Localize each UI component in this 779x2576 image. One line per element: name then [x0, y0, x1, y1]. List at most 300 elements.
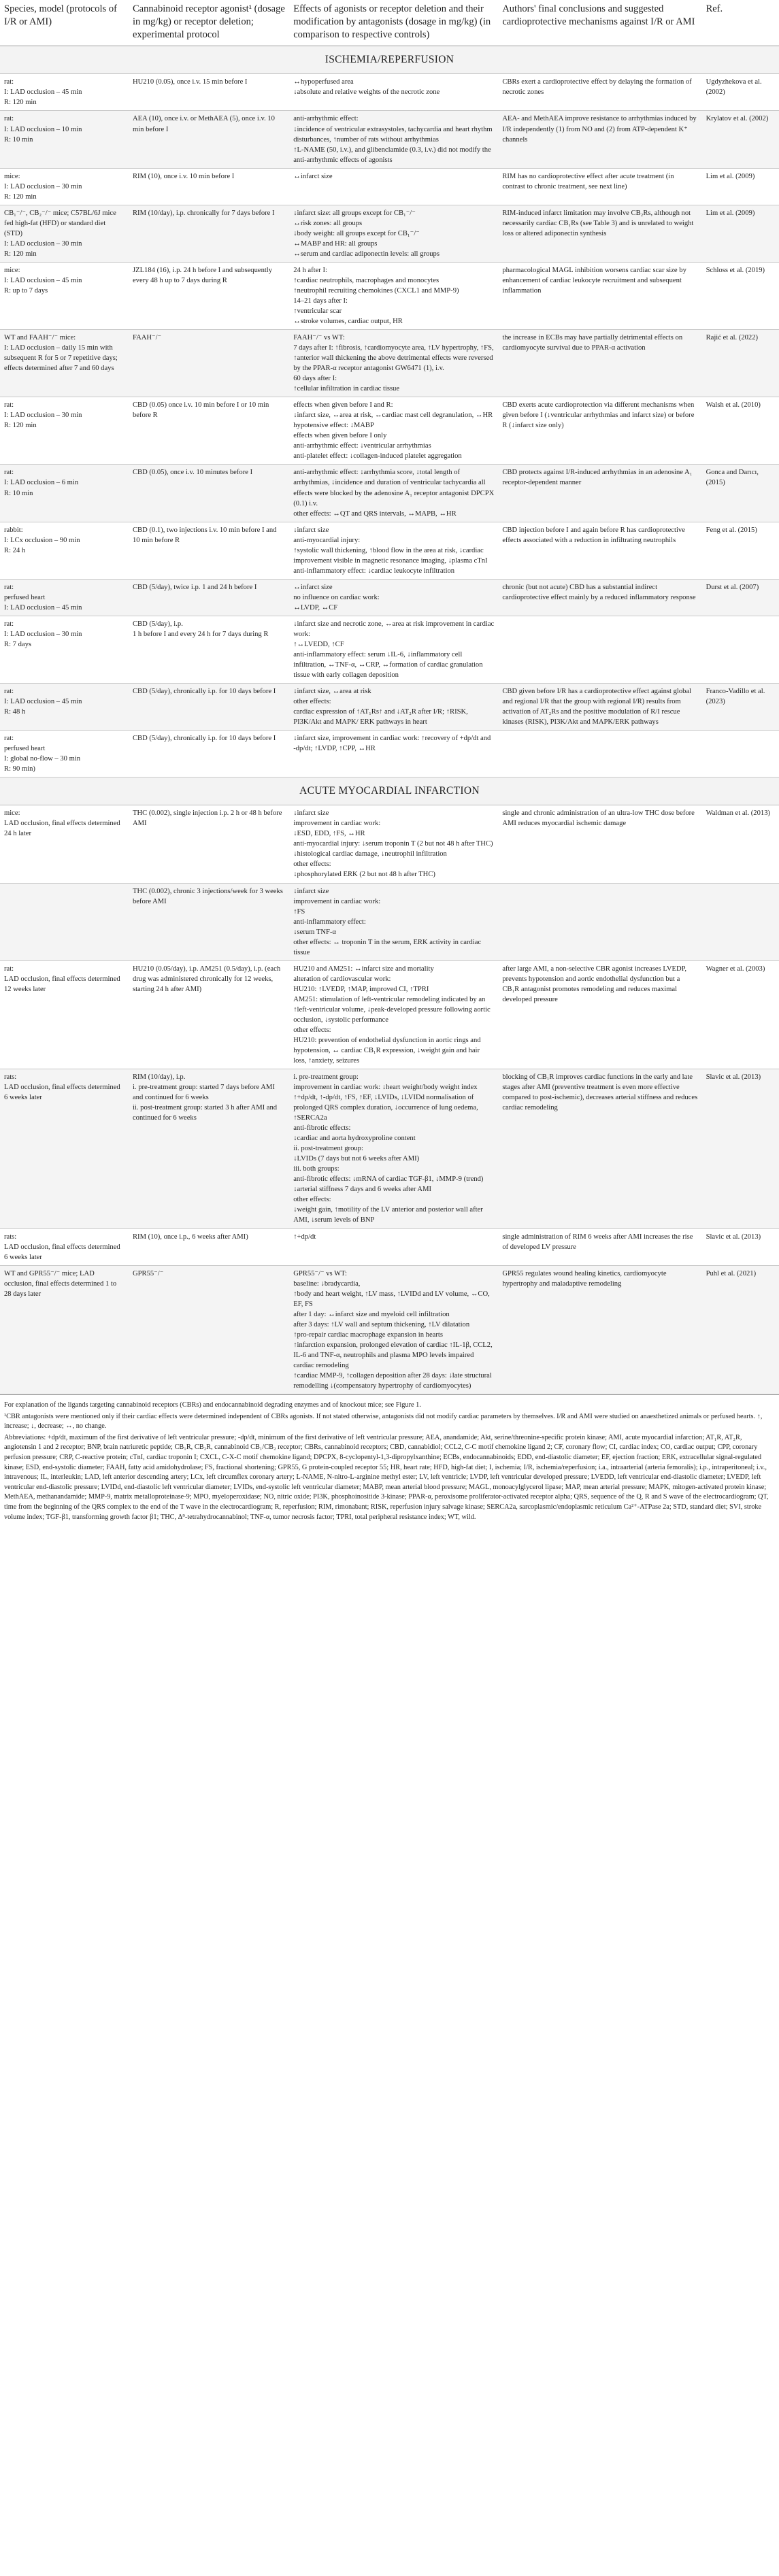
species-model-cell [0, 330, 129, 397]
agonist-cell [129, 1265, 289, 1394]
species-model-cell [0, 1228, 129, 1265]
cell-line: ↓infarct size, ↔area at risk [293, 688, 371, 696]
cell-line: LAD occlusion, final effects determined 12 weeks later [4, 975, 120, 993]
cell-line: ↔hypoperfused area [293, 78, 354, 86]
section-header-row [0, 46, 779, 74]
agonist-cell [129, 111, 289, 168]
cell-line: Schloss et al. (2019) [706, 266, 765, 274]
cell-line: LAD occlusion, final effects determined 6 weeks later [4, 1084, 120, 1102]
agonist-cell [129, 262, 289, 329]
cell-line: ↓infarct size [293, 526, 329, 534]
cell-line: mice: [4, 266, 20, 274]
reference-cell [702, 74, 779, 111]
cell-line: HU210 and AM251: ↔infarct size and mortality [293, 965, 434, 973]
effects-cell [289, 883, 498, 960]
cell-line: I: LAD occlusion – 45 min [4, 603, 82, 612]
cell-line: 14–21 days after I: [293, 297, 348, 305]
cell-line: ↑ventricular scar [293, 307, 342, 315]
reference-cell [702, 684, 779, 731]
cell-line: CB₁⁻/⁻, CB₂⁻/⁻ mice; C57BL/6J mice fed high-fat (HFD) or standard diet (STD) [4, 209, 116, 237]
section-header-row [0, 777, 779, 805]
footnote: Abbreviations: +dp/dt, maximum of the first derivative of left ventricular pressure; -dp/dt, minimum of the first derivative of left ventricular pressure; AEA, anandamide; Akt, serine/threonine-specific protein kinase; AMI, acute myocardial infarction; AT₁R, AT₂R, angiotensin 1 and 2 receptor; BNP, brain natriuretic peptide; CB₁R, CB₂R, cannabinoid CB₁/CB₂ receptor; CBRs, cannabinoid receptors; CBD, cannabidiol; CCL2, C-C motif chemokine ligand 2; CF, coronary flow; CI, cardiac index; CO, cardiac output; CPP, coronary perfusion pressure; CRP, C-reactive protein; cTnI, cardiac troponin I; CXCL, C-X-C motif chemokine ligand; DPCPX, 8-cyclopentyl-1,3-dipropylxanthine; ECBs, endocannabinoids; EDD, end-diastolic diameter; EF, ejection fraction; ERK, extracellular signal-regulated kinase; ESD, end-systolic diameter; FAAH, fatty acid amidohydrolase; FS, fractional shortening; GPR55, G protein-coupled receptor 55; HR, heart rate; HFD, high-fat diet; I, ischemia; I/R, ischemia/reperfusion; i.a., intraarterial (arteria femoralis); i.p., intraperitoneal; i.v., intravenous; IL, interleukin; LAD, left anterior descending artery; LCx, left circumflex coronary artery; L-NAME, N-nitro-L-arginine methyl ester; LV, left ventricle; LVDP, left ventricular developed pressure; LVEDD, left ventricular end-diastolic diameter; LVEDP, left ventricular end-diastolic pressure; LVIDd, end-diastolic left ventricular diameter; LVIDs, end-systolic left ventricular diameter; MABP, mean arterial blood pressure; MAGL, monoacylglycerol lipase; MAP, mean arterial pressure; MAPK, mitogen-activated protein kinase; MethAEA, methanandamide; MMP-9, matrix metalloproteinase-9; MPO, myeloperoxidase; NO, nitric oxide; PI3K, phosphoinositide 3-kinase; PPAR-α, peroxisome proliferator-activated receptor alpha; QRS, sequence of the Q, R and S wave of the electrocardiogram; QT, time from the beginning of the QRS complex to the end of the T wave in the electrocardiogram; R, reperfusion; RIM, rimonabant; RISK, reperfusion injury salvage kinase; SERCA2a, sarcoplasmic/endoplasmic reticulum Ca²⁺-ATPase 2a; STD, standard diet; SVI, stroke volume index; TGF-β1, transforming growth factor β1; THC, Δ⁹-tetrahydrocannabinol; TNF-α, tumor necrosis factor; TPRI, total peripheral resistance index; WT, wild. [4, 1433, 769, 1521]
cell-line: mice: [4, 172, 20, 180]
cell-line: ↓phosphorylated ERK (2 but not 48 h after THC) [293, 871, 435, 879]
cell-line: HU210: prevention of endothelial dysfunction in aortic rings and hypotension, ↔ cardiac CB₁R expression, ↓weight gain and hair loss, ↑anxiety, seizures [293, 1036, 481, 1065]
cell-line: ↔stroke volumes, cardiac output, HR [293, 318, 403, 326]
cell-line: after 1 day: ↔infarct size and myeloid cell infiltration [293, 1310, 450, 1318]
cell-line: anti-fibrotic effects: [293, 1124, 351, 1133]
cell-line: ↓ESD, EDD, ↑FS, ↔HR [293, 830, 365, 838]
cell-line: ii. post-treatment group: started 3 h after AMI and continued for 6 weeks [132, 1104, 278, 1122]
cell-line: RIM has no cardioprotective effect after acute treatment (in contrast to chronic treatment, see next line) [502, 172, 674, 190]
cell-line: rats: [4, 1073, 17, 1082]
cell-line: Slavic et al. (2013) [706, 1233, 761, 1241]
cell-line: rat: [4, 115, 14, 123]
effects-cell [289, 465, 498, 522]
species-model-cell [0, 397, 129, 465]
cell-line: R: 90 min) [4, 765, 35, 773]
cell-line: ↓absolute and relative weights of the necrotic zone [293, 88, 440, 97]
cell-line: ↓serum TNF-α [293, 928, 336, 936]
cell-line: ↓infarct size [293, 809, 329, 818]
cell-line: I: LAD occlusion – 45 min [4, 698, 82, 706]
header-ref: Ref. [702, 0, 779, 46]
agonist-cell [129, 397, 289, 465]
reference-cell [702, 1069, 779, 1228]
conclusion-cell [498, 1265, 701, 1394]
species-model-cell [0, 205, 129, 262]
cell-line: ↓infarct size, improvement in cardiac work: ↑recovery of +dp/dt and -dp/dt; ↑LVDP, ↑CPP, ↔HR [293, 735, 491, 753]
cell-line: I: global no-flow – 30 min [4, 755, 81, 763]
reference-cell [702, 883, 779, 960]
cell-line: ↓incidence of ventricular extrasystoles, tachycardia and heart rhythm disturbances, ↑number of rats without arrhythmias [293, 125, 493, 144]
reference-cell [702, 805, 779, 883]
cell-line: effects when given before I and R: [293, 401, 393, 409]
cell-line: AEA- and MethAEA improve resistance to arrhythmias induced by I/R independently (1) from NO and (2) from ATP-dependent K⁺ channels [502, 115, 697, 144]
cell-line: AEA (10), once i.v. or MethAEA (5), once i.v. 10 min before I [132, 115, 275, 133]
cell-line: Waldman et al. (2013) [706, 809, 771, 818]
cell-line: iii. both groups: [293, 1165, 339, 1173]
cell-line: CBD exerts acute cardioprotection via different mechanisms when given before I (↓ventricular arrhythmias and infarct size) or before R (↓infarct size only) [502, 401, 695, 430]
header-agonist: Cannabinoid receptor agonist¹ (dosage in mg/kg) or receptor deletion; experimental protocol [129, 0, 289, 46]
cell-line: ↔LVDP, ↔CF [293, 603, 338, 612]
conclusion-cell [498, 111, 701, 168]
cell-line: RIM (10), once i.p., 6 weeks after AMI) [132, 1233, 248, 1241]
cell-line: rat: [4, 735, 14, 743]
table-row [0, 74, 779, 111]
table-footnotes [0, 1394, 779, 1535]
species-model-cell [0, 883, 129, 960]
cell-line: baseline: ↓bradycardia, [293, 1279, 361, 1288]
cell-line: after large AMI, a non-selective CBR agonist increases LVEDP, prevents hypotension and aortic endothelial dysfunction but a CB₁R antagonist promotes remodeling and reduces maximal developed pressure [502, 965, 686, 1003]
species-model-cell [0, 111, 129, 168]
table-row [0, 960, 779, 1069]
cell-line: WT and FAAH⁻/⁻ mice: [4, 334, 76, 342]
agonist-cell [129, 1069, 289, 1228]
conclusion-cell [498, 805, 701, 883]
cell-line: ↑L-NAME (50, i.v.), and glibenclamide (0.3, i.v.) did not modify the anti-arrhythmic effects of agonists [293, 146, 491, 164]
agonist-cell [129, 960, 289, 1069]
cell-line: Franco-Vadillo et al. (2023) [706, 688, 765, 706]
cell-line: ↑infarction expansion, prolonged elevation of cardiac ↑IL-1β, CCL2, IL-6 and TNF-α, neutrophils and plasma MPO levels impaired cardiac remodeling [293, 1341, 493, 1369]
table-row [0, 616, 779, 683]
effects-cell [289, 616, 498, 683]
cell-line: THC (0.002), single injection i.p. 2 h or 48 h before AMI [132, 809, 282, 828]
cell-line: anti-myocardial injury: ↓serum troponin T (2 but not 48 h after THC) ↓histological cardiac damage, ↓neutrophil infiltration [293, 840, 493, 858]
table-row [0, 805, 779, 883]
cell-line: ↓arterial stiffness 7 days and 6 weeks after AMI [293, 1186, 432, 1194]
cell-line: R: 120 min [4, 193, 37, 201]
cell-line: ↑+dp/dt [293, 1233, 316, 1241]
cell-line: I: LAD occlusion – 10 min [4, 125, 82, 133]
effects-cell [289, 579, 498, 616]
header-effects: Effects of agonists or receptor deletion and their modification by antagonists (dosage in mg/kg) (in comparison to respective controls) [289, 0, 498, 46]
conclusion-cell [498, 74, 701, 111]
table-row [0, 330, 779, 397]
cell-line: other effects: ↔ troponin T in the serum, ERK activity in cardiac tissue [293, 938, 482, 956]
cell-line: RIM (10), once i.v. 10 min before I [132, 172, 235, 180]
cell-line: HU210 (0.05), once i.v. 15 min before I [132, 78, 248, 86]
cell-line: CBD injection before I and again before R has cardioprotective effects associated with a reduction in infiltrating neutrophils [502, 526, 685, 544]
cell-line: other effects: [293, 698, 331, 706]
cell-line: R: 10 min [4, 135, 33, 144]
conclusion-cell [498, 262, 701, 329]
effects-cell [289, 330, 498, 397]
agonist-cell [129, 579, 289, 616]
cell-line: ↑cardiac neutrophils, macrophages and monocytes [293, 276, 440, 284]
cell-line: ↑cellular infiltration in cardiac tissue [293, 385, 400, 393]
cell-line: other effects: [293, 860, 331, 869]
agonist-cell [129, 330, 289, 397]
effects-cell [289, 205, 498, 262]
cell-line: CBD (0.05), once i.v. 10 minutes before I [132, 469, 253, 477]
agonist-cell [129, 74, 289, 111]
table-row [0, 111, 779, 168]
cell-line: anti-fibrotic effects: ↓mRNA of cardiac TGF-β1, ↓MMP-9 (trend) [293, 1175, 484, 1184]
cell-line: CBD (0.1), two injections i.v. 10 min before I and 10 min before R [132, 526, 277, 544]
cell-line: I: LAD occlusion – 30 min [4, 630, 82, 638]
cell-line: ↓infarct size [293, 887, 329, 895]
cell-line: ↓cardiac and aorta hydroxyproline content [293, 1135, 416, 1143]
cell-line: JZL184 (16), i.p. 24 h before I and subsequently every 48 h up to 7 days during R [132, 266, 273, 284]
cell-line: other effects: ↔QT and QRS intervals, ↔MAPB, ↔HR [293, 509, 457, 518]
cell-line: ↑systolic wall thickening, ↑blood flow in the area at risk, ↓cardiac improvement visible in magnetic resonance imaging, ↓plasma cTnI [293, 546, 488, 565]
species-model-cell [0, 616, 129, 683]
effects-cell [289, 111, 498, 168]
cell-line: R: 10 min [4, 489, 33, 497]
cell-line: mice: [4, 809, 20, 818]
species-model-cell [0, 731, 129, 777]
cell-line: ↓infarct size and necrotic zone, ↔area at risk improvement in cardiac work: [293, 620, 495, 638]
species-model-cell [0, 1265, 129, 1394]
cell-line: Rajić et al. (2022) [706, 334, 759, 342]
cell-line: Wagner et al. (2003) [706, 965, 765, 973]
reference-cell [702, 168, 779, 205]
effects-cell [289, 684, 498, 731]
species-model-cell [0, 579, 129, 616]
cell-line: rat: [4, 469, 14, 477]
cell-line: Puhl et al. (2021) [706, 1269, 757, 1277]
reference-cell [702, 616, 779, 683]
cell-line: improvement in cardiac work: ↓heart weight/body weight index [293, 1084, 478, 1092]
table-row [0, 684, 779, 731]
cell-line: ↑↔LVEDD, ↑CF [293, 640, 344, 648]
cell-line: improvement in cardiac work: [293, 897, 381, 905]
cell-line: Lim et al. (2009) [706, 172, 755, 180]
table-row [0, 522, 779, 579]
cell-line: perfused heart [4, 745, 46, 753]
cell-line: rat: [4, 688, 14, 696]
cell-line: ↑+dp/dt, ↑-dp/dt, ↑FS, ↑EF, ↓LVIDs, ↓LVIDd normalisation of prolonged QRS complex duration, ↓occurrence of lung oedema, ↑SERCA2a [293, 1094, 478, 1122]
cell-line: ↓infarct size: all groups except for CB₁⁻/⁻ [293, 209, 416, 217]
cell-line: ↓infarct size, ↔area at risk, ↔cardiac mast cell degranulation, ↔HR hypotensive effect: ↓MABP [293, 412, 493, 430]
reference-cell [702, 522, 779, 579]
cell-line: CBD protects against I/R-induced arrhythmias in an adenosine A₁ receptor-dependent manner [502, 469, 693, 487]
cell-line: rat: [4, 620, 14, 628]
table-row [0, 397, 779, 465]
header-row [0, 0, 779, 46]
agonist-cell [129, 168, 289, 205]
cell-line: RIM (10/day), i.p. [132, 1073, 186, 1082]
conclusion-cell [498, 1228, 701, 1265]
cell-line: ↑pro-repair cardiac macrophage expansion in hearts [293, 1331, 443, 1339]
cell-line: 1 h before I and every 24 h for 7 days during R [132, 630, 269, 638]
cell-line: cardiac expression of ↑AT₁Rs↑ and ↓AT₂R after I/R; ↑RISK, PI3K/Akt and MAPK/ ERK pathways in heart [293, 708, 468, 726]
cell-line: ↑cardiac MMP-9, ↑collagen deposition after 28 days: ↓late structural remodelling ↓(compensatory hypertrophy of cardiomyocytes) [293, 1371, 492, 1390]
cell-line: blocking of CB₁R improves cardiac functions in the early and late stages after AMI (preventive treatment is even more effective compared to post-ischemic), decreases arterial stiffness and reduces cardiac remodeling [502, 1073, 698, 1112]
conclusion-cell [498, 330, 701, 397]
cell-line: CBD (5/day), twice i.p. 1 and 24 h before I [132, 583, 257, 591]
agonist-cell [129, 616, 289, 683]
header-conclusions: Authors' final conclusions and suggested cardioprotective mechanisms against I/R or AMI [498, 0, 701, 46]
species-model-cell [0, 74, 129, 111]
effects-cell [289, 74, 498, 111]
cell-line: chronic (but not acute) CBD has a substantial indirect cardioprotective effect mainly by a reduced inflammatory response [502, 583, 696, 601]
table-body [0, 46, 779, 1394]
cell-line: ↔serum and cardiac adiponectin levels: all groups [293, 250, 440, 258]
effects-cell [289, 522, 498, 579]
conclusion-cell [498, 397, 701, 465]
cell-line: other effects: [293, 1196, 331, 1204]
cell-line: Lim et al. (2009) [706, 209, 755, 217]
cell-line: HU210 (0.05/day), i.p. AM251 (0.5/day), i.p. (each drug was administered chronically for 12 weeks, starting 24 h after AMI) [132, 965, 281, 993]
effects-cell [289, 397, 498, 465]
reference-cell [702, 111, 779, 168]
cell-line: anti-inflammatory effect: ↓cardiac leukocyte infiltration [293, 567, 455, 575]
cell-line: 60 days after I: [293, 375, 337, 383]
cell-line: Durst et al. (2007) [706, 583, 759, 591]
species-model-cell [0, 522, 129, 579]
cell-line: GPR55 regulates wound healing kinetics, cardiomyocyte hypertrophy and maladaptive remodeling [502, 1269, 667, 1288]
table-row [0, 465, 779, 522]
reference-cell [702, 262, 779, 329]
cell-line: anti-inflammatory effect: [293, 918, 366, 926]
agonist-cell [129, 1228, 289, 1265]
species-model-cell [0, 465, 129, 522]
effects-cell [289, 1069, 498, 1228]
cell-line: CBRs exert a cardioprotective effect by delaying the formation of necrotic zones [502, 78, 692, 97]
cell-line: pharmacological MAGL inhibition worsens cardiac scar size by enhancement of cardiac leukocyte recruitment and subsequent inflammation [502, 266, 686, 295]
cell-line: CBD given before I/R has a cardioprotective effect against global and regional I/R that the group with regional I/R) results from activation of AT₂Rs and the positive modulation of R/I rescue kinases (RISK), PI3K/Akt and MAPK/ERK pathways [502, 688, 692, 726]
agonist-cell [129, 731, 289, 777]
table-header [0, 0, 779, 46]
conclusion-cell [498, 205, 701, 262]
cell-line: Feng et al. (2015) [706, 526, 757, 534]
cell-line: HU210: ↑LVEDP, ↑MAP, improved CI, ↑TPRI [293, 985, 429, 993]
cell-line: no influence on cardiac work: [293, 593, 380, 601]
agonist-cell [129, 684, 289, 731]
conclusion-cell [498, 684, 701, 731]
reference-cell [702, 330, 779, 397]
species-model-cell [0, 805, 129, 883]
cell-line: FAAH⁻/⁻ [132, 334, 162, 342]
cell-line: single and chronic administration of an ultra-low THC dose before AMI reduces myocardial ischemic damage [502, 809, 695, 828]
cell-line: single administration of RIM 6 weeks after AMI increases the rise of developed LV pressure [502, 1233, 693, 1251]
species-model-cell [0, 262, 129, 329]
cell-line: anti-inflammatory effect: serum ↓IL-6, ↓inflammatory cell infiltration, ↔TNF-α, ↔CRP, ↔formation of cardiac granulation tissue with early collagen deposition [293, 650, 483, 679]
reference-cell [702, 1265, 779, 1394]
cell-line: I: LAD occlusion – 30 min [4, 182, 82, 190]
table-row [0, 1069, 779, 1228]
cell-line: GPR55⁻/⁻ vs WT: [293, 1269, 347, 1277]
cell-line: improvement in cardiac work: [293, 820, 381, 828]
cell-line: ↔infarct size [293, 583, 333, 591]
cell-line: R: 7 days [4, 640, 32, 648]
conclusion-cell [498, 883, 701, 960]
conclusion-cell [498, 960, 701, 1069]
cell-line: anti-arrhythmic effect: ↓ventricular arrhythmias [293, 442, 431, 450]
cell-line: anti-arrhythmic effect: ↓arrhythmia score, ↓total length of arrhythmias, ↓incidence and duration of ventricular tachycardia all effects were blocked by the adenosine A₁ receptor antagonist DPCPX (0.1) i.v. [293, 469, 495, 507]
reference-cell [702, 397, 779, 465]
cell-line: GPR55⁻/⁻ [132, 1269, 164, 1277]
species-model-cell [0, 960, 129, 1069]
section-title: ISCHEMIA/REPERFUSION [0, 46, 779, 74]
agonist-cell [129, 465, 289, 522]
cell-line: ↑FS [293, 907, 305, 916]
effects-cell [289, 731, 498, 777]
cell-line: perfused heart [4, 593, 46, 601]
cell-line: ↑neutrophil recruiting chemokines (CXCL1 and MMP-9) [293, 286, 459, 295]
cell-line: 7 days after I: ↑fibrosis, ↑cardiomyocyte area, ↑LV hypertrophy, ↑FS, ↑anterior wall thickening the above detrimental effects were reversed by the PPAR-α receptor antagonist GW6471 (1), i.v. [293, 344, 494, 373]
cell-line: Slavic et al. (2013) [706, 1073, 761, 1082]
cell-line: I: LAD occlusion – 30 min [4, 239, 82, 248]
cell-line: FAAH⁻/⁻ vs WT: [293, 334, 345, 342]
cell-line: R: 120 min [4, 250, 37, 258]
cell-line: ↔MABP and HR: all groups [293, 239, 378, 248]
agonist-cell [129, 805, 289, 883]
cell-line: RIM (10/day), i.p. chronically for 7 days before I [132, 209, 275, 217]
species-model-cell [0, 684, 129, 731]
cell-line: anti-arrhythmic effect: [293, 115, 359, 123]
conclusion-cell [498, 1069, 701, 1228]
cell-line: anti-myocardial injury: [293, 536, 361, 544]
table-row [0, 731, 779, 777]
reference-cell [702, 205, 779, 262]
cell-line: CBD (5/day), chronically i.p. for 10 days before I [132, 735, 276, 743]
cell-line: LAD occlusion, final effects determined 6 weeks later [4, 1243, 120, 1261]
cell-line: rats: [4, 1233, 17, 1241]
cell-line: other effects: [293, 1026, 331, 1034]
footnote: For explanation of the ligands targeting cannabinoid receptors (CBRs) and endocannabinoid degrading enzymes and of knockout mice; see Figure 1. [4, 1401, 421, 1409]
cell-line: Ugdyzhekova et al. (2002) [706, 78, 762, 97]
cell-line: THC (0.002), chronic 3 injections/week for 3 weeks before AMI [132, 887, 283, 905]
cell-line: AM251: stimulation of left-ventricular remodeling indicated by an ↑left-ventricular volume, ↓peak-developed pressure following aortic occlusion, ↓systolic performance [293, 995, 491, 1024]
cell-line: R: 120 min [4, 99, 37, 107]
conclusion-cell [498, 579, 701, 616]
table-row [0, 168, 779, 205]
cell-line: i. pre-treatment group: started 7 days before AMI and continued for 6 weeks [132, 1084, 275, 1102]
table-row [0, 1228, 779, 1265]
header-species-model: Species, model (protocols of I/R or AMI) [0, 0, 129, 46]
effects-cell [289, 168, 498, 205]
cell-line: ↓body weight: all groups except for CB₁⁻/⁻ [293, 229, 420, 237]
cell-line: LAD occlusion, final effects determined 24 h later [4, 820, 120, 838]
cell-line: Walsh et al. (2010) [706, 401, 761, 409]
cell-line: CBD (0.05) once i.v. 10 min before I or 10 min before R [132, 401, 269, 420]
reference-cell [702, 960, 779, 1069]
cell-line: ↔risk zones: all groups [293, 219, 363, 227]
cell-line: RIM-induced infarct limitation may involve CB₂Rs, although not necessarily cardiac CB₁Rs (see Table 3) and is unrelated to weight loss or altered adiponectin synthesis [502, 209, 694, 237]
cell-line: 24 h after I: [293, 266, 327, 274]
cell-line: ↓LVIDs (7 days but not 6 weeks after AMI) [293, 1155, 420, 1163]
cell-line: the increase in ECBs may have partially detrimental effects on cardiomyocyte survival due to PPAR-α activation [502, 334, 683, 352]
cell-line: rat: [4, 583, 14, 591]
cell-line: R: 24 h [4, 546, 26, 554]
table-row [0, 262, 779, 329]
cell-line: R: up to 7 days [4, 286, 48, 295]
cell-line: WT and GPR55⁻/⁻ mice; LAD occlusion, final effects determined 1 to 28 days later [4, 1269, 117, 1298]
cell-line: effects when given before I only [293, 432, 387, 440]
cell-line: ↓weight gain, ↑motility of the LV anterior and posterior wall after AMI, ↓serum levels of BNP [293, 1206, 483, 1224]
cell-line: ii. post-treatment group: [293, 1145, 363, 1153]
effects-cell [289, 1265, 498, 1394]
cell-line: after 3 days: ↑LV wall and septum thickening, ↑LV dilatation [293, 1320, 470, 1328]
effects-cell [289, 805, 498, 883]
reference-cell [702, 579, 779, 616]
cell-line: i. pre-treatment group: [293, 1073, 359, 1082]
cell-line: I: LAD occlusion – 6 min [4, 479, 79, 487]
agonist-cell [129, 205, 289, 262]
cell-line: Krylatov et al. (2002) [706, 115, 769, 123]
cell-line: ↑body and heart weight, ↑LV mass, ↑LVIDd and LV volume, ↔CO, EF, FS [293, 1290, 490, 1308]
effects-cell [289, 262, 498, 329]
cell-line: I: LCx occlusion – 90 min [4, 536, 80, 544]
cell-line: rat: [4, 78, 14, 86]
cell-line: rabbit: [4, 526, 23, 534]
cell-line: I: LAD occlusion – daily 15 min with subsequent R for 5 or 7 repetitive days; effects determined after 7 and 60 days [4, 344, 118, 373]
effects-cell [289, 960, 498, 1069]
cell-line: I: LAD occlusion – 45 min [4, 276, 82, 284]
conclusion-cell [498, 731, 701, 777]
table-row [0, 579, 779, 616]
species-model-cell [0, 168, 129, 205]
reference-cell [702, 1228, 779, 1265]
reference-cell [702, 731, 779, 777]
cell-line: I: LAD occlusion – 45 min [4, 88, 82, 97]
agonist-cell [129, 522, 289, 579]
reference-cell [702, 465, 779, 522]
cell-line: rat: [4, 965, 14, 973]
agonist-cell [129, 883, 289, 960]
effects-cell [289, 1228, 498, 1265]
conclusion-cell [498, 616, 701, 683]
conclusion-cell [498, 168, 701, 205]
conclusion-cell [498, 465, 701, 522]
cell-line: Gonca and Darıcı, (2015) [706, 469, 759, 487]
conclusion-cell [498, 522, 701, 579]
section-title: ACUTE MYOCARDIAL INFARCTION [0, 777, 779, 805]
species-model-cell [0, 1069, 129, 1228]
